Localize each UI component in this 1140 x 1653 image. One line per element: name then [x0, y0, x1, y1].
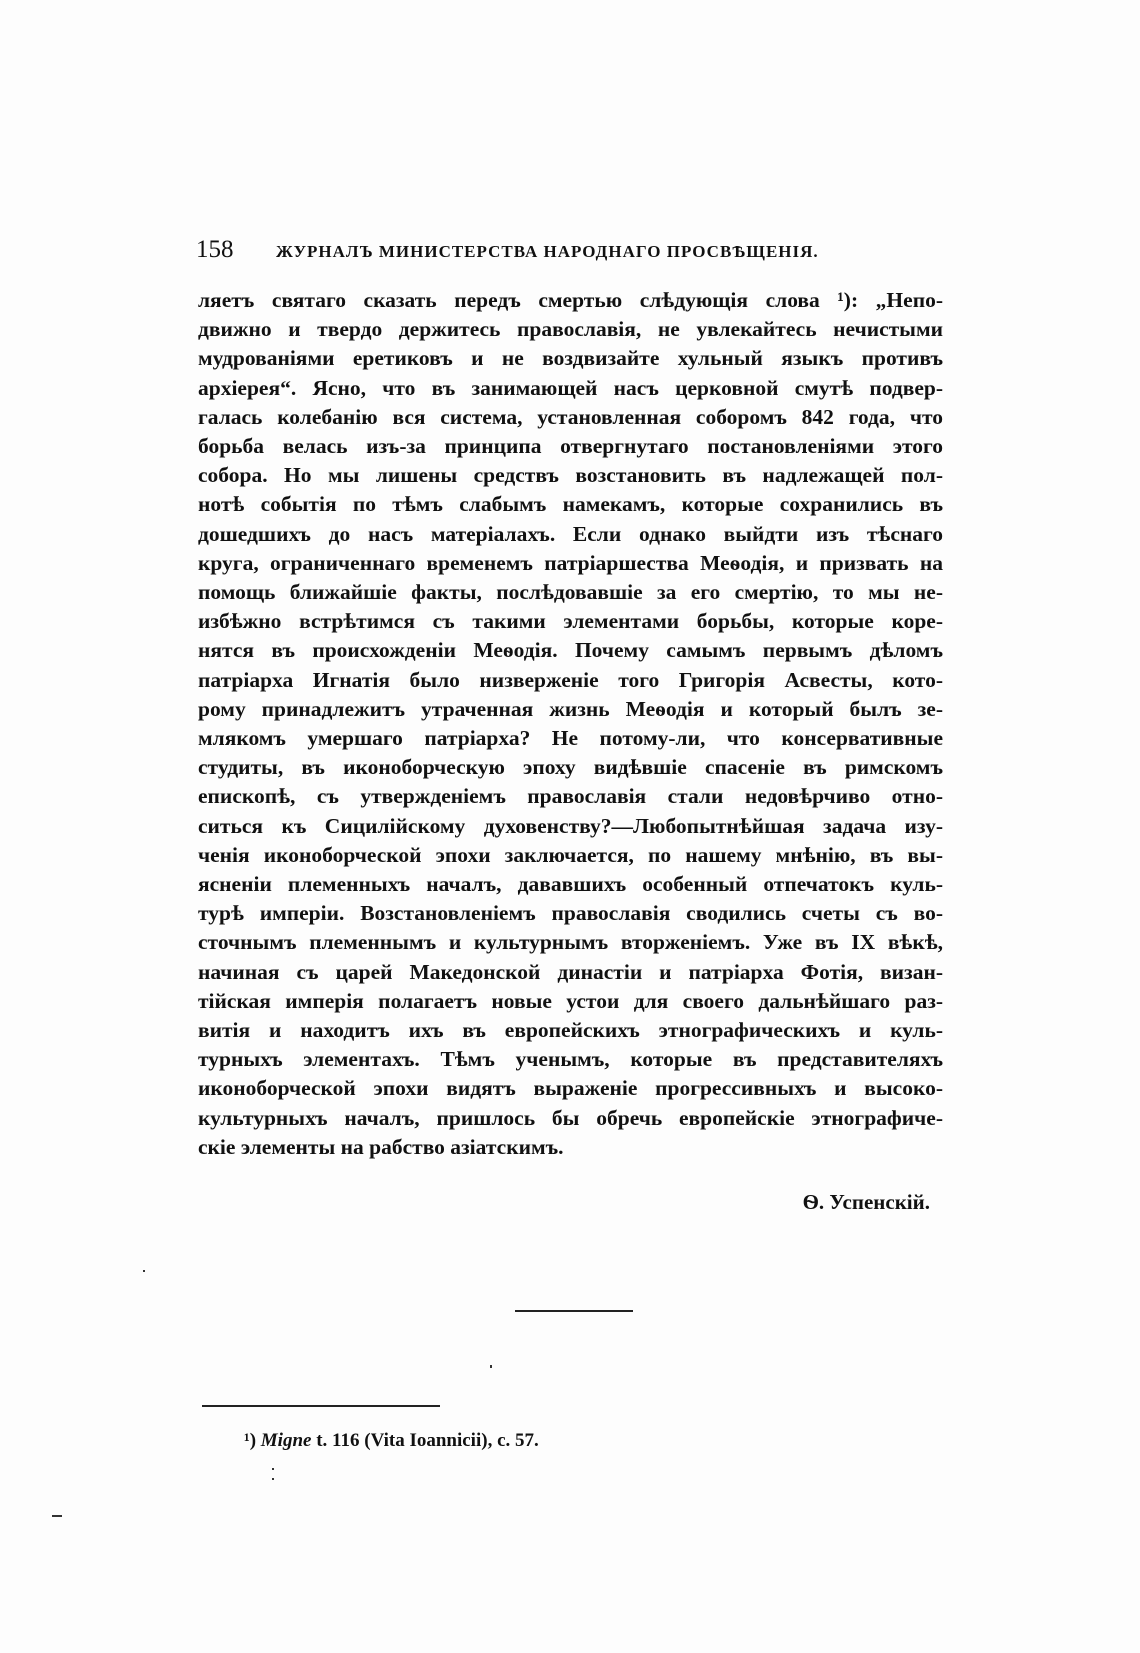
footnote-text: t. 116 (Vita Ioannicii), c. 57.	[311, 1430, 539, 1451]
text-line: скіе элементы на рабство азіатскимъ.	[198, 1134, 564, 1159]
text-line: избѣжно встрѣтимся съ такими элементами борьбы, которые коре-	[198, 609, 943, 634]
footnote-author: Migne	[260, 1430, 312, 1451]
text-line: галась колебанію вся система, установленная соборомъ 842 года, что	[198, 404, 943, 429]
scan-speck	[272, 1468, 274, 1470]
footnote-rule	[202, 1405, 440, 1407]
scan-speck	[52, 1515, 62, 1517]
footnote	[244, 1430, 844, 1452]
text-line: нятся въ происхожденіи Меѳодія. Почему самымъ первымъ дѣломъ	[198, 638, 943, 663]
text-line: круга, ограниченнаго временемъ патріаршества Меѳодія, и призвать на	[198, 550, 943, 575]
text-line: начиная съ царей Македонской династіи и патріарха Фотія, визан-	[198, 959, 943, 984]
text-line: помощь ближайшіе факты, послѣдовавшіе за его смертію, то мы не-	[198, 580, 943, 605]
page-header	[196, 236, 940, 266]
text-line: дошедшихъ до насъ матеріалахъ. Если однако выйдти изъ тѣснаго	[198, 521, 943, 546]
text-line: ченія иконоборческой эпохи заключается, по нашему мнѣнію, въ вы-	[198, 842, 943, 867]
text-line: тійская имперія полагаетъ новые устои для своего дальнѣйшаго раз-	[198, 988, 943, 1013]
text-line: ситься къ Сицилійскому духовенству?—Любопытнѣйшая задача изу-	[198, 813, 943, 838]
text-line: собора. Но мы лишены средствъ возстановить въ надлежащей пол-	[198, 463, 943, 488]
text-line: епископѣ, съ утвержденіемъ православія стали недовѣрчиво отно-	[198, 784, 943, 809]
text-line: витія и находитъ ихъ въ европейскихъ этнографическихъ и куль-	[198, 1018, 943, 1043]
page-number: 158	[196, 236, 234, 263]
text-line: борьба велась изъ-за принципа отвергнутаго постановленіями этого	[198, 434, 943, 459]
running-head: ЖУРНАЛЪ МИНИСТЕРСТВА НАРОДНАГО ПРОСВѢЩЕНІЯ.	[276, 242, 819, 261]
text-line: мудрованіями еретиковъ и не воздвизайте хульный языкъ противъ	[198, 346, 943, 371]
scan-speck	[490, 1365, 492, 1368]
text-line: движно и твердо держитесь православія, не увлекайтесь нечистыми	[198, 317, 943, 342]
text-line: турныхъ элементахъ. Тѣмъ ученымъ, которые въ представителяхъ	[198, 1047, 943, 1072]
text-line: патріарха Игнатія было низверженіе того Григорія Асвесты, кото-	[198, 667, 943, 692]
text-line: культурныхъ началъ, пришлось бы обречь европейскіе этнографиче-	[198, 1105, 943, 1130]
scan-speck	[143, 1270, 145, 1272]
text-line: архіерея“. Ясно, что въ занимающей насъ церковной смутѣ подвер-	[198, 375, 943, 400]
text-line: турѣ имперіи. Возстановленіемъ православія сводились счеты съ во-	[198, 901, 943, 926]
text-line: иконоборческой эпохи видятъ выраженіе прогрессивныхъ и высоко-	[198, 1076, 943, 1101]
text-line: млякомъ умершаго патріарха? Не потому-ли, что консервативные	[198, 726, 943, 751]
text-line: нотѣ событія по тѣмъ слабымъ намекамъ, которые сохранились въ	[198, 492, 943, 517]
text-line: ляетъ святаго сказать передъ смертью слѣдующія слова ¹): „Непо-	[198, 288, 943, 312]
end-rule	[515, 1310, 633, 1312]
text-line: ясненіи племенныхъ началъ, дававшихъ особенный отпечатокъ куль-	[198, 872, 943, 897]
text-line: рому принадлежитъ утраченная жизнь Меѳодія и который былъ зе-	[198, 696, 943, 721]
footnote-marker: ¹)	[244, 1430, 257, 1451]
text-line: студиты, въ иконоборческую эпоху видѣвшіе спасеніе въ римскомъ	[198, 755, 943, 780]
body-text	[198, 286, 943, 1162]
scan-speck	[272, 1478, 274, 1480]
author-signature: Ѳ. Успенскій.	[802, 1190, 930, 1214]
text-line: сточнымъ племеннымъ и культурнымъ вторженіемъ. Уже въ IX вѣкѣ,	[198, 930, 943, 955]
